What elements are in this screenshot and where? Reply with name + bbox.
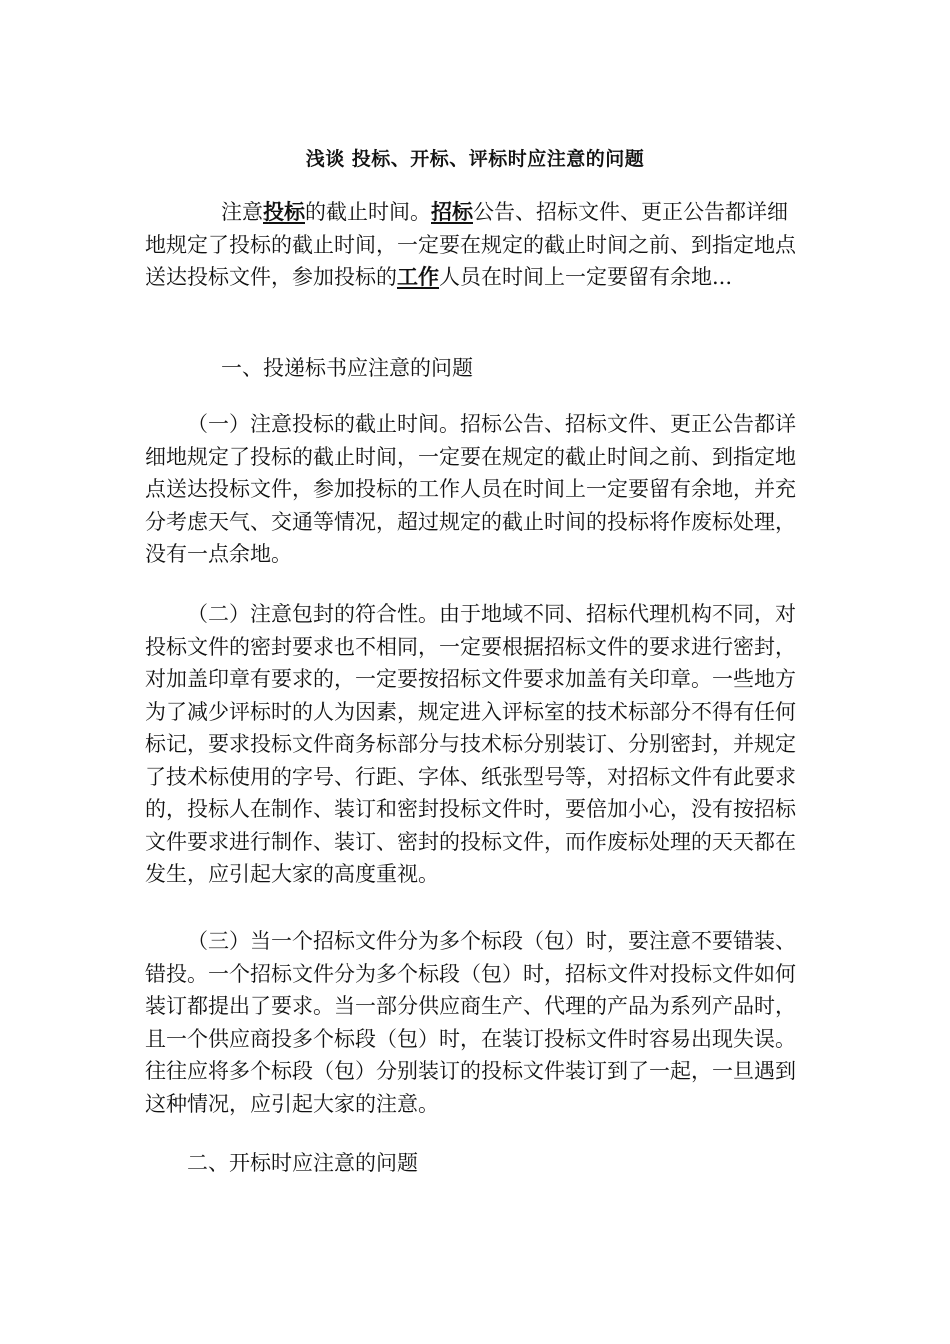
paragraph-deadline: （一）注意投标的截止时间。招标公告、招标文件、更正公告都详细地规定了投标的截止时间，一定要在规定的截止时间之前、到指定地点送达投标文件，参加投标的工作人员在时间上一定要留有余地，并充分考虑天气、交通等情况，超过规定的截止时间的投标将作废标处理，没有一点余地。 xyxy=(145,412,796,566)
document-title: 浅谈 投标、开标、评标时应注意的问题 xyxy=(305,148,645,170)
keyword-link-gongzuo[interactable]: 工作 xyxy=(397,264,439,289)
intro-text-4: 人员在时间上一定要留有余地... xyxy=(439,265,733,289)
keyword-link-zhaobiao[interactable]: 招标 xyxy=(431,199,473,224)
paragraph-sealing: （二）注意包封的符合性。由于地域不同、招标代理机构不同，对投标文件的密封要求也不相同，一定要根据招标文件的要求进行密封，对加盖印章有要求的，一定要按招标文件要求加盖有关印章。一些地方为了减少评标时的人为因素，规定进入评标室的技术标部分不得有任何标记，要求投标文件商务标部分与技术标分别装订、分别密封，并规定了技术标使用的字号、行距、字体、纸张型号等，对招标文件有此要求的，投标人在制作、装订和密封投标文件时，要倍加小心，没有按招标文件要求进行制作、装订、密封的投标文件，而作废标处理的天天都在发生，应引起大家的高度重视。 xyxy=(145,602,796,886)
paragraph-multiple-lots: （三）当一个招标文件分为多个标段（包）时，要注意不要错装、错投。一个招标文件分为多个标段（包）时，招标文件对投标文件如何装订都提出了要求。当一部分供应商生产、代理的产品为系列产品时，且一个供应商投多个标段（包）时，在装订投标文件时容易出现失误。往往应将多个标段（包）分别装订的投标文件装订到了一起，一旦遇到这种情况，应引起大家的注意。 xyxy=(145,929,796,1116)
intro-text-1: 注意 xyxy=(221,200,263,224)
intro-text-3: 公告、招标文件、更正公告都详细地规定了投标的截止时间，一定要在规定的截止时间之前、到指定地点送达投标文件，参加投标的 xyxy=(145,200,796,289)
intro-paragraph xyxy=(145,196,805,294)
section-heading-2: 二、开标时应注意的问题 xyxy=(187,1151,418,1175)
section-heading-1: 一、投递标书应注意的问题 xyxy=(221,356,473,380)
keyword-link-toubiao[interactable]: 投标 xyxy=(263,199,305,224)
intro-text-2: 的截止时间。 xyxy=(305,200,431,224)
